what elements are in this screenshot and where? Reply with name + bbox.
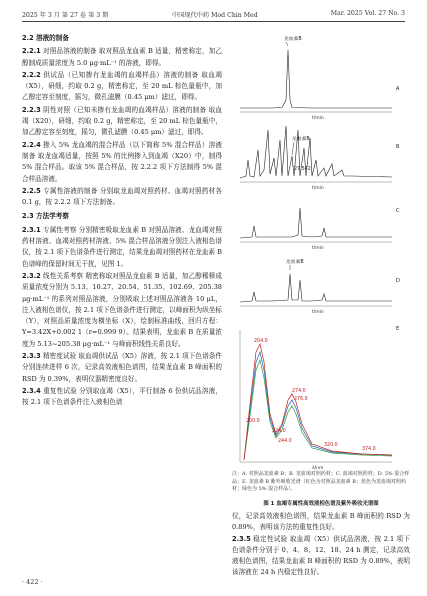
xaxis-label-d: t/min [312, 310, 324, 315]
para-2-2-2: 2.2.2 供试品（已知掺有龙血竭的血竭样品）溶液的制备 取血竭（X5），研细，约取 0.2 g，精密称定，至 20 mL 棕色量瓶中，加乙醇定容至刻度，摇匀，微孔滤膜（0.45 μm）滤过，即得。 [22, 70, 223, 102]
running-header [22, 8, 405, 22]
trace-letter-d: D [396, 278, 400, 284]
para-2-3-3: 2.3.3 精密度试验 取血竭供试品（X5）溶液，按 2.1 项下色谱条件分别连续进样 6 次，记录高效液相色谱图，结果龙血素 B 峰面积的 RSD 为 0.39%，表明仪器精密度良好。 [22, 352, 222, 383]
rt-label-b: 27.542 [294, 167, 311, 172]
chromatogram-figure [232, 30, 406, 470]
trace-d [240, 258, 400, 315]
uv-green-curve [244, 360, 392, 460]
xaxis-label-a: t/min [312, 116, 324, 121]
uv-label-276: 276.0 [294, 397, 308, 402]
para-2-2-5: 2.2.5 专属性溶液的制备 分别取龙血竭对照药材、血竭对照药材各 0.1 g，按 2.2.2 项下方法制备。 [22, 186, 223, 207]
uv-label-320: 320.0 [324, 443, 338, 448]
para-2-2-3: 2.2.3 阴性对照（已知未掺有龙血竭的血竭样品）溶液的制备 取血竭（X20），研细，约取 0.2 g，精密称定，至 20 mL 棕色量瓶中，加乙醇定容至刻度，摇匀，微孔滤膜（0.45 μm）滤过，即得。 [22, 105, 223, 137]
peak-label-b: 龙血素B [292, 137, 310, 142]
peak-label-d: 龙血素B [286, 260, 304, 265]
para-2-3-4-cont: 仪，记录高效液相色谱图，结果龙血素 B 峰面积的 RSD 为 0.89%，表明该方法的重复性良好。 [232, 512, 410, 532]
section-heading-2-3: 2.3 方法学考察 [22, 212, 69, 221]
trace-b [240, 126, 400, 191]
uv-label-200: 200.0 [246, 419, 260, 424]
para-2-3-1: 2.3.1 专属性考察 分别精密吸取龙血素 B 对照品溶液、龙血竭对照药材溶液、血竭对照药材溶液、5% 混合样品溶液分别注入液相色谱仪，按 2.1 项下色谱条件进行测定，结果龙血竭对照药材在龙血素 B 色谱峰的保留时间无干扰，见图 1。 [22, 225, 222, 268]
page-number: · 422 · [22, 578, 43, 586]
section-heading-2-2: 2.2 溶液的制备 [22, 34, 69, 42]
uv-red-curve [244, 344, 392, 460]
uv-xaxis-label: λ/nm [312, 466, 324, 470]
figure-caption: 图 1 血竭专属性高效液相色谱及紫外吸收光谱图 [263, 501, 379, 507]
header-journal: 中国现代中药 Mod Chin Med [172, 12, 258, 19]
para-2-2-4: 2.2.4 掺入 5% 龙血竭的混合样品（以下简称 5% 混合样品）溶液制备 取龙血竭适量，按照 5% 的比例掺入到血竭（X20）中，制得 5% 混合样品。取该 5% 混合样品，按 2.2.2 项下方法制得 5% 混合样品溶液。 [22, 140, 222, 183]
para-2-3-2: 2.3.2 线性关系考察 精密称取对照品龙血素 B 适量，加乙醇稀释成质量浓度分别为 5.13、10.27、20.54、51.35、102.69、205.38 μg·mL⁻¹ 的系列对照品溶液，分别吸取上述对照品溶液各 10 μL，注入液相色谱仪，按 2.1 项下色谱条件进行测定，以峰面积为纵坐标（Y），对照品质量浓度为横坐标（X），绘制标准曲线，回归方程：Y=3.42X+0.002 1（r=0.999 9）。结果表明，龙血素 B 在质量浓度为 5.13~205.38 μg·mL⁻¹ 与峰面积线性关系良好。 [22, 271, 222, 348]
trace-letter-c: C [396, 208, 400, 214]
uv-label-224: 224.0 [272, 429, 286, 434]
uv-label-204: 204.0 [254, 339, 268, 344]
xaxis-label-b: t/min [312, 186, 324, 191]
trace-c [240, 208, 400, 251]
peak-label-a: 龙血素B [284, 37, 302, 42]
uv-spectrum [240, 326, 399, 470]
trace-letter-a: A [396, 86, 400, 92]
trace-a [240, 35, 400, 121]
left-column [22, 30, 222, 410]
uv-label-244: 244.0 [278, 439, 292, 444]
header-issue-en: Mar. 2025 Vol. 27 No. 3 [330, 10, 405, 17]
trace-letter-b: B [396, 144, 400, 150]
para-2-3-4: 2.3.4 重复性试验 分别取血竭（X5），平行制备 6 份供试品溶液，按 2.1 项下色谱条件注入液相色谱 [22, 386, 223, 407]
header-issue: 2025 年 3 月 第 27 卷 第 3 期 [22, 12, 109, 19]
uv-label-274: 274.0 [292, 389, 306, 394]
figure-note: 注：A. 对照品龙血素 B；B. 龙血竭对照药材；C. 血竭对照药材；D. 5% 混合样品；E. 龙血素 B 紫外吸收光谱（红色为对照品龙血素 B；蓝色为龙血竭对照药材；绿色为 5% 混合样品）。 [232, 471, 410, 492]
xaxis-label-c: t/min [312, 246, 324, 251]
para-2-2-1: 2.2.1 对照品溶液的制备 取对照品龙血素 B 适量，精密称定，加乙醇制成质量浓度为 5.0 μg·mL⁻¹ 的溶液，即得。 [22, 47, 222, 67]
uv-label-374: 374.0 [362, 447, 376, 452]
figure-1 [232, 30, 406, 470]
para-2-3-5: 2.3.5 稳定性试验 取血竭（X5）供试品溶液，按 2.1 项下色谱条件分别于 0、4、8、12、18、24 h 测定，记录高效液相色谱图，结果龙血素 B 峰面积的 RSD 为 0.89%，表明该溶液在 24 h 内稳定性良好。 [232, 534, 410, 577]
trace-letter-e: E [396, 326, 400, 332]
uv-blue-curve [244, 352, 392, 460]
right-column-text [232, 511, 410, 579]
